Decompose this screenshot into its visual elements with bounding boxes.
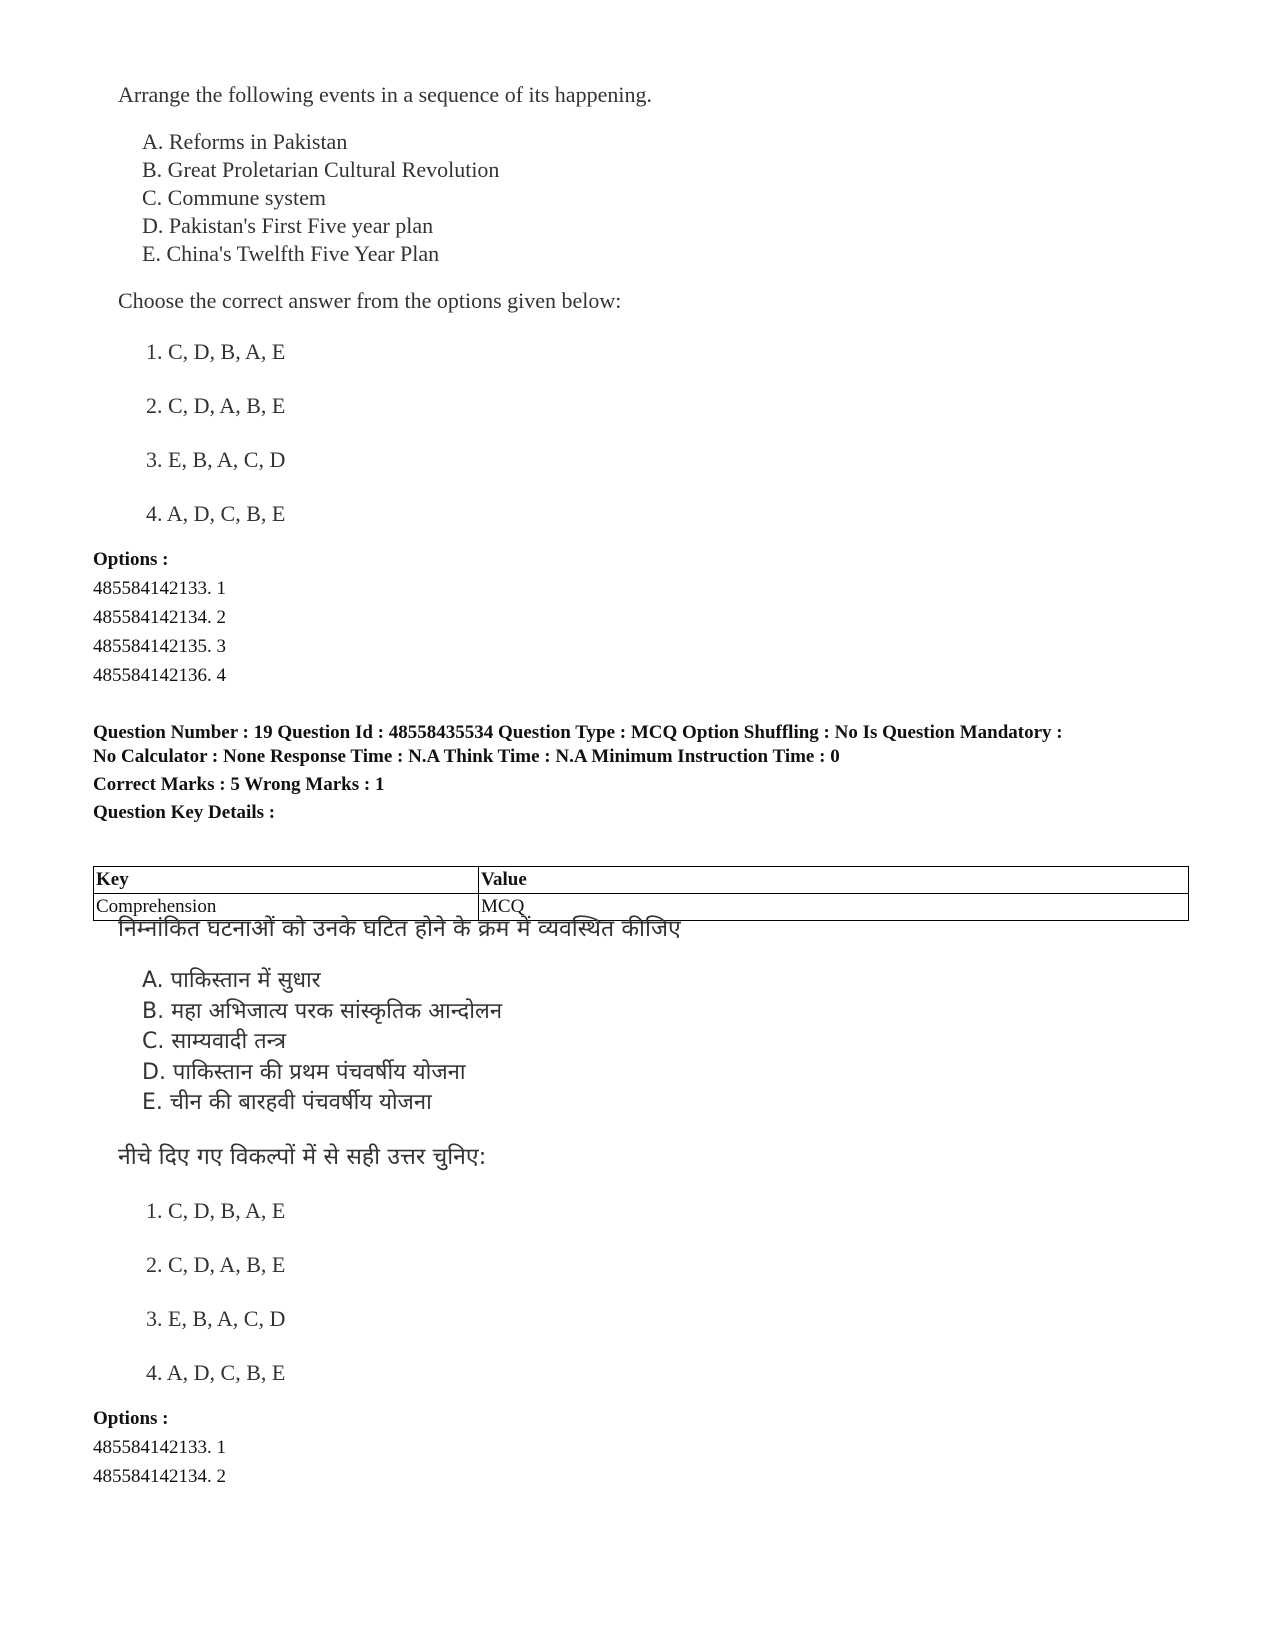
- answer-item: 4. A, D, C, B, E: [146, 501, 286, 526]
- answer-list-hi: [146, 1196, 285, 1412]
- event-item: C. Commune system: [142, 185, 326, 210]
- options-block-2: [93, 1404, 226, 1491]
- event-list-en: [142, 128, 499, 268]
- answer-item: 2. C, D, A, B, E: [146, 393, 286, 418]
- option-id-item: 485584142133. 1: [93, 1437, 226, 1458]
- event-item: A. Reforms in Pakistan: [142, 129, 348, 154]
- options-label: Options :: [93, 549, 169, 570]
- table-cell-key: Comprehension: [94, 894, 479, 921]
- key-details-table: [93, 866, 1189, 921]
- table-header-key: Key: [94, 867, 479, 894]
- event-item: C. साम्यवादी तन्त्र: [142, 1029, 286, 1054]
- answer-item: 1. C, D, B, A, E: [146, 339, 286, 364]
- options-block-1: [93, 545, 226, 690]
- answer-item: 3. E, B, A, C, D: [146, 447, 286, 472]
- question-prompt-en: Arrange the following events in a sequence of its happening.: [118, 82, 652, 107]
- marks-line: Correct Marks : 5 Wrong Marks : 1: [93, 774, 385, 795]
- answer-item: 3. E, B, A, C, D: [146, 1306, 286, 1331]
- answer-item: 2. C, D, A, B, E: [146, 1252, 286, 1277]
- table-header-row: [94, 867, 1189, 894]
- key-details-label: Question Key Details :: [93, 802, 276, 823]
- answer-item: 1. C, D, B, A, E: [146, 1198, 286, 1223]
- answer-item: 4. A, D, C, B, E: [146, 1360, 286, 1385]
- choose-instruction-hi: नीचे दिए गए विकल्पों में से सही उत्तर चुनिए:: [118, 1144, 487, 1170]
- question-prompt-hi: निम्नांकित घटनाओं को उनके घटित होने के क्रम में व्यवस्थित कीजिए: [118, 916, 681, 942]
- table-cell-value: MCQ: [479, 894, 1189, 921]
- option-id-item: 485584142135. 3: [93, 636, 226, 657]
- table-header-value: Value: [479, 867, 1189, 894]
- question-meta-line-2: No Calculator : None Response Time : N.A Think Time : N.A Minimum Instruction Time : 0: [93, 746, 840, 767]
- event-item: E. चीन की बारहवी पंचवर्षीय योजना: [142, 1090, 432, 1115]
- option-id-item: 485584142133. 1: [93, 578, 226, 599]
- event-item: D. पाकिस्तान की प्रथम पंचवर्षीय योजना: [142, 1059, 466, 1085]
- question-meta: [93, 721, 1193, 769]
- option-id-item: 485584142136. 4: [93, 665, 226, 686]
- answer-list-en: [146, 337, 285, 553]
- event-item: E. China's Twelfth Five Year Plan: [142, 241, 440, 266]
- event-item: B. Great Proletarian Cultural Revolution: [142, 157, 500, 182]
- event-item: D. Pakistan's First Five year plan: [142, 213, 434, 238]
- option-id-item: 485584142134. 2: [93, 607, 226, 628]
- option-id-item: 485584142134. 2: [93, 1466, 226, 1487]
- event-list-hi: [142, 966, 502, 1119]
- question-meta-line-1: Question Number : 19 Question Id : 48558435534 Question Type : MCQ Option Shuffling : No Is Question Mandatory :: [93, 722, 1063, 743]
- event-item: A. पाकिस्तान में सुधार: [142, 968, 321, 993]
- options-label: Options :: [93, 1408, 169, 1429]
- event-item: B. महा अभिजात्य परक सांस्कृतिक आन्दोलन: [142, 998, 503, 1024]
- choose-instruction-en: Choose the correct answer from the options given below:: [118, 288, 622, 313]
